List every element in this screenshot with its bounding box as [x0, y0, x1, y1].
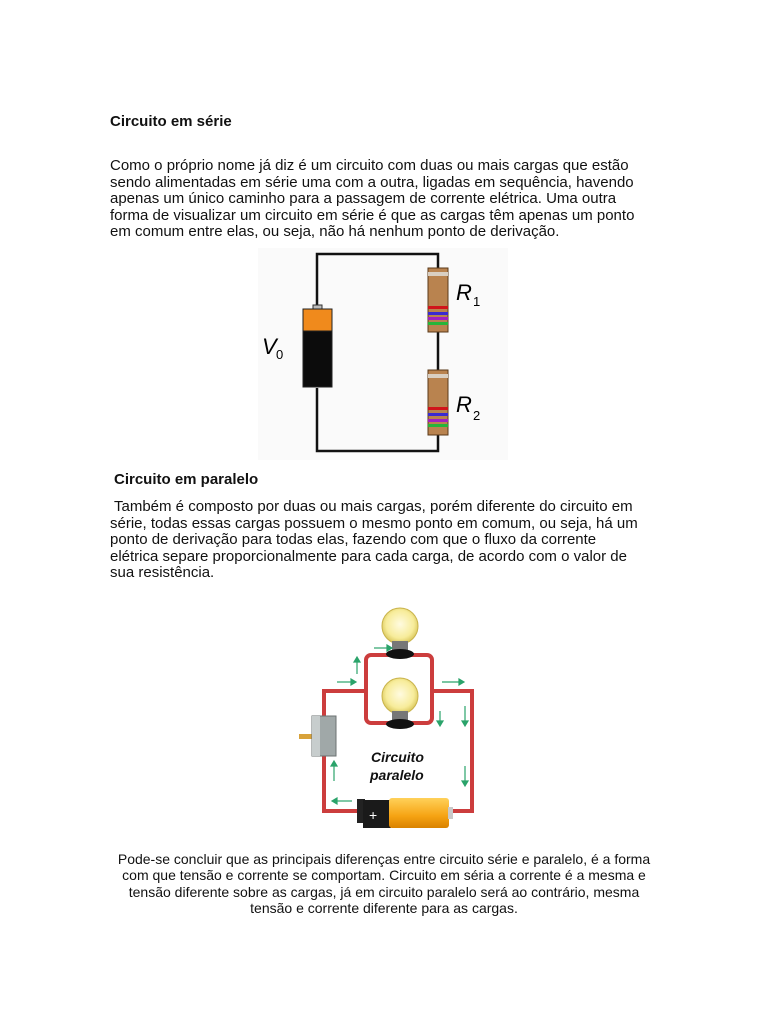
- paragraph-line: sua resistência.: [110, 564, 215, 582]
- paragraph-line: em comum entre elas, ou seja, não há nenhum ponto de derivação.: [110, 223, 560, 241]
- paralelo-paragraph: [110, 499, 638, 582]
- diagram-caption-line2: paralelo: [370, 767, 424, 783]
- paragraph-line: forma de visualizar um circuito em série é que as cargas têm apenas um ponto: [110, 206, 635, 224]
- paragraph-line: com que tensão e corrente se comportam. Circuito em séria a corrente é a mesma e: [122, 867, 646, 884]
- r2-label: R: [456, 392, 472, 417]
- battery-icon: [303, 305, 332, 387]
- paragraph-line: elétrica separe proporcionalmente para cada carga, de acordo com o valor de: [110, 547, 627, 565]
- paragraph-line: Como o próprio nome já diz é um circuito com duas ou mais cargas que estão: [110, 157, 629, 174]
- paragraph-line: série, todas essas cargas possuem o mesmo ponto em comum, ou seja, há um: [110, 514, 638, 532]
- paragraph-line: tensão e corrente diferente para as cargas.: [250, 900, 518, 917]
- diagram-caption-line1: Circuito: [371, 749, 424, 765]
- r2-subscript: 2: [473, 408, 481, 423]
- paragraph-line: sendo alimentadas em série uma com a outra, ligadas em sequência, havendo: [110, 173, 634, 191]
- battery-icon: [357, 798, 453, 828]
- serie-paragraph: [110, 158, 634, 241]
- source-label: V: [262, 334, 277, 359]
- r1-label: R: [456, 280, 472, 305]
- r1-subscript: 1: [473, 294, 481, 309]
- paragraph-line: Também é composto por duas ou mais cargas, porém diferente do circuito em: [114, 498, 633, 515]
- serie-heading: Circuito em série: [110, 113, 232, 130]
- parallel-circuit-diagram: [277, 596, 490, 836]
- resistor-r1-icon: [428, 268, 448, 332]
- source-subscript: 0: [276, 347, 284, 362]
- paragraph-line: Pode-se concluir que as principais diferenças entre circuito série e paralelo, é a forma: [117, 851, 651, 867]
- paragraph-line: tensão diferente sobre as cargas, já em circuito paralelo será ao contrário, mesma: [128, 883, 640, 900]
- paragraph-line: apenas um único caminho para a passagem de corrente elétrica. Uma outra: [110, 190, 617, 208]
- battery-plus-sign: +: [369, 807, 378, 823]
- resistor-r2-icon: [428, 370, 448, 435]
- series-circuit-diagram: [258, 248, 508, 460]
- paragraph-line: ponto de derivação para todas elas, fazendo com que o fluxo da corrente: [110, 531, 597, 549]
- conclusion-paragraph: [110, 851, 658, 917]
- paralelo-heading: Circuito em paralelo: [114, 471, 259, 488]
